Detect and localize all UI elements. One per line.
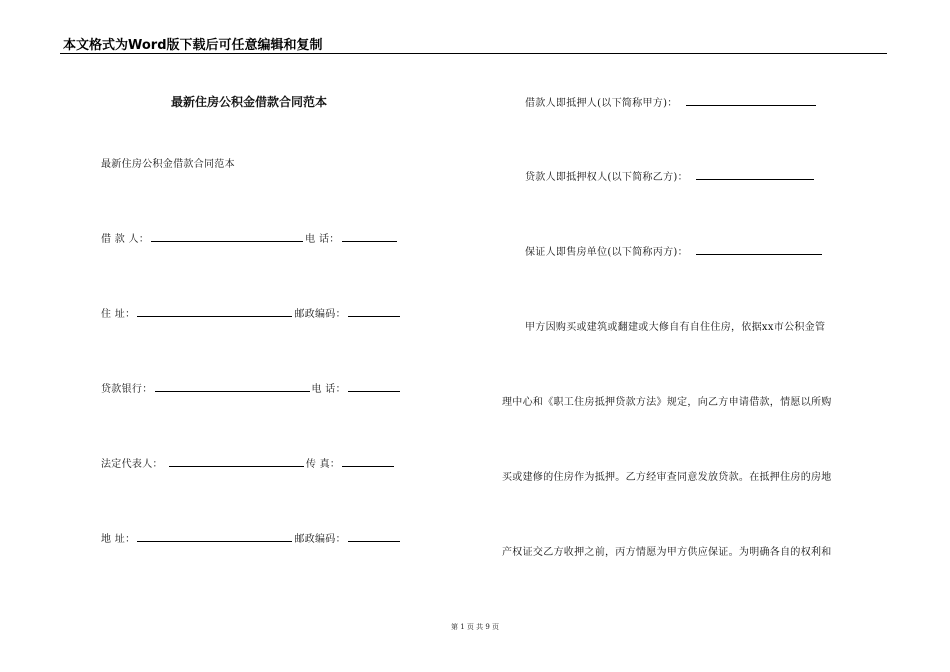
party-a-row [525, 94, 818, 109]
fax-field[interactable] [342, 455, 394, 467]
postcode1-field[interactable] [348, 305, 400, 317]
bank-field[interactable] [155, 380, 310, 392]
address1-row [101, 305, 402, 320]
document-title: 最新住房公积金借款合同范本 [171, 95, 328, 109]
header-divider [60, 53, 887, 54]
address1-field[interactable] [137, 305, 292, 317]
body-line-3: 买或建修的住房作为抵押。乙方经审查同意发放贷款。在抵押住房的房地 [502, 472, 832, 483]
document-header: 本文格式为Word版下载后可任意编辑和复制 [63, 38, 323, 53]
borrower-phone-label: 电 话： [305, 234, 340, 245]
subtitle: 最新住房公积金借款合同范本 [101, 159, 235, 170]
bank-label: 贷款银行： [101, 384, 153, 395]
rep-label: 法定代表人： [101, 459, 163, 470]
borrower-field[interactable] [151, 230, 303, 242]
address2-label: 地 址： [101, 534, 136, 545]
party-c-row [525, 243, 824, 258]
postcode2-field[interactable] [348, 530, 400, 542]
party-b-row [525, 168, 816, 183]
postcode2-label: 邮政编码： [294, 534, 346, 545]
borrower-label: 借 款 人： [101, 234, 150, 245]
address2-field[interactable] [137, 530, 292, 542]
body-line-4: 产权证交乙方收押之前，丙方情愿为甲方供应保证。为明确各自的权利和 [502, 547, 832, 558]
rep-field[interactable] [169, 455, 304, 467]
page-footer: 第 1 页 共 9 页 [450, 623, 500, 631]
party-b-label: 贷款人即抵押权人(以下简称乙方)： [525, 172, 688, 183]
party-c-label: 保证人即售房单位(以下简称丙方)： [525, 247, 688, 258]
party-a-field[interactable] [686, 94, 816, 106]
borrower-row [101, 230, 399, 245]
bank-row [101, 380, 402, 395]
party-b-field[interactable] [696, 168, 814, 180]
address1-label: 住 址： [101, 309, 136, 320]
bank-phone-label: 电 话： [311, 384, 346, 395]
postcode1-label: 邮政编码： [294, 309, 346, 320]
bank-phone-field[interactable] [348, 380, 400, 392]
body-line-1: 甲方因购买或建筑或翻建或大修自有自住住房，依据xx市公积金管 [525, 322, 826, 333]
borrower-phone-field[interactable] [342, 230, 397, 242]
address2-row [101, 530, 402, 545]
party-c-field[interactable] [696, 243, 822, 255]
body-line-2: 理中心和《职工住房抵押贷款方法》规定，向乙方申请借款，情愿以所购 [502, 397, 832, 408]
fax-label: 传 真： [305, 459, 341, 470]
rep-row [101, 455, 396, 470]
party-a-label: 借款人即抵押人(以下简称甲方)： [525, 98, 678, 109]
